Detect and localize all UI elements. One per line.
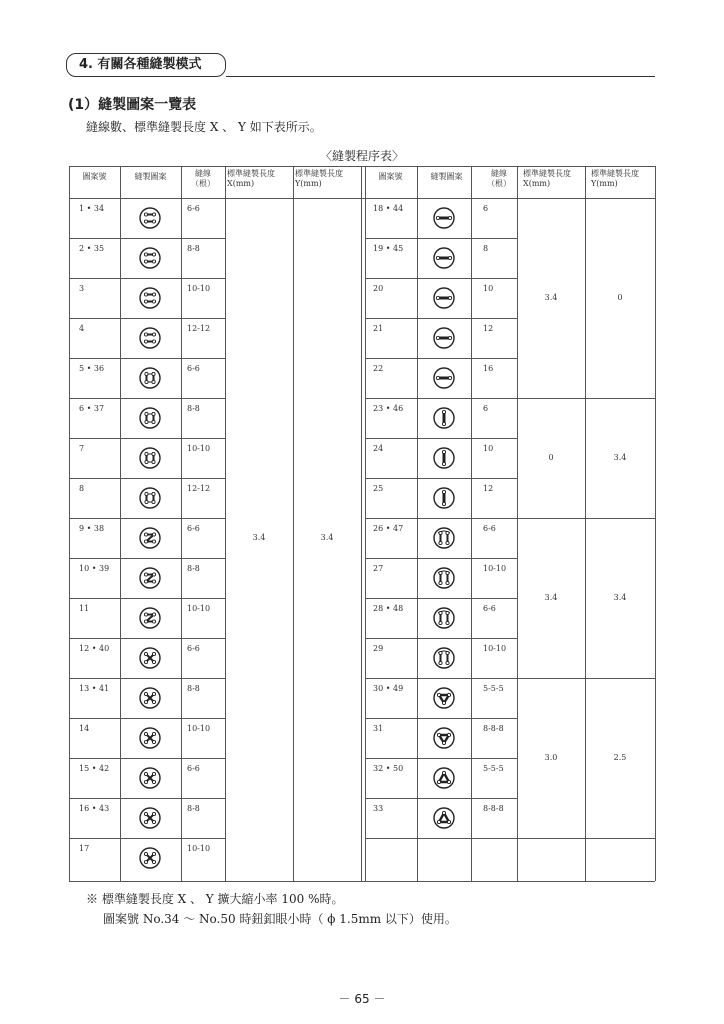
table-hline	[69, 166, 655, 167]
table-vline	[655, 166, 656, 881]
right-x-value: 3.0	[544, 753, 558, 762]
left-row-no: 4	[79, 324, 85, 333]
right-row-no: 20	[373, 284, 384, 293]
table-hline	[365, 758, 517, 759]
right-row-no: 28 • 48	[373, 604, 404, 613]
subsection-title: (1）縫製圖案一覽表	[68, 97, 197, 113]
two-hole-horizontal-icon	[433, 367, 455, 389]
left-row-no: 12 • 40	[79, 644, 110, 653]
right-x-value: 0	[548, 453, 554, 462]
left-row-threads: 8-8	[187, 564, 200, 573]
left-row-no: 16 • 43	[79, 804, 110, 813]
right-row-no: 24	[373, 444, 384, 453]
left-row-threads: 6-6	[187, 644, 200, 653]
right-row-no: 25	[373, 484, 384, 493]
left-header-y	[295, 169, 361, 189]
left-row-threads: 6-6	[187, 364, 200, 373]
four-hole-parallel-horizontal-icon	[139, 287, 161, 309]
right-row-threads: 8-8-8	[483, 804, 504, 813]
four-hole-cross-icon	[139, 647, 161, 669]
two-hole-horizontal-icon	[433, 207, 455, 229]
left-row-threads: 10-10	[187, 444, 211, 453]
left-row-no: 10 • 39	[79, 564, 110, 573]
right-x-value: 3.4	[544, 293, 558, 302]
left-row-threads: 8-8	[187, 684, 200, 693]
table-vline	[517, 166, 518, 881]
threads-header-line1: 縫線	[195, 169, 211, 178]
right-row-no: 31	[373, 724, 384, 733]
left-row-no: 2 • 35	[79, 244, 105, 253]
left-row-threads: 10-10	[187, 604, 211, 613]
right-header-pattern: 縫製圖案	[430, 172, 463, 181]
table-hline	[517, 518, 655, 519]
table-hline	[69, 678, 225, 679]
right-row-threads: 12	[483, 324, 494, 333]
x-header-line2: X(mm)	[227, 179, 255, 188]
table-hline	[69, 198, 655, 199]
table-hline	[69, 518, 225, 519]
left-y-value: 3.4	[320, 533, 334, 542]
table-hline	[365, 718, 517, 719]
table-hline	[365, 358, 517, 359]
y-header-line1: 標準縫製長度	[591, 169, 639, 178]
stitch-pattern-table	[69, 166, 655, 881]
right-x-value: 3.4	[544, 593, 558, 602]
right-row-threads: 8-8-8	[483, 724, 504, 733]
four-hole-parallel-vertical-icon	[139, 487, 161, 509]
four-hole-double-vertical-icon	[433, 607, 455, 629]
y-header-line1: 標準縫製長度	[295, 169, 343, 178]
table-hline	[365, 598, 517, 599]
right-y-value: 3.4	[613, 593, 627, 602]
four-hole-cross-icon	[139, 727, 161, 749]
table-vline	[181, 166, 182, 881]
right-y-value: 3.4	[613, 453, 627, 462]
four-hole-parallel-horizontal-icon	[139, 207, 161, 229]
right-header-x	[523, 169, 589, 189]
left-row-no: 9 • 38	[79, 524, 105, 533]
four-hole-parallel-horizontal-icon	[139, 327, 161, 349]
right-row-threads: 12	[483, 484, 494, 493]
threads-header-line2: （根）	[487, 179, 511, 188]
table-caption: 〈縫製程序表〉	[319, 149, 404, 163]
left-row-threads: 10-10	[187, 724, 211, 733]
left-row-threads: 12-12	[187, 324, 211, 333]
y-header-line2: Y(mm)	[591, 179, 618, 188]
left-row-threads: 12-12	[187, 484, 211, 493]
right-row-no: 32 • 50	[373, 764, 404, 773]
right-header-threads	[477, 169, 521, 189]
right-row-no: 29	[373, 644, 384, 653]
table-hline	[69, 238, 225, 239]
two-hole-vertical-icon	[433, 487, 455, 509]
table-hline	[365, 398, 517, 399]
two-hole-vertical-icon	[433, 447, 455, 469]
table-hline	[365, 558, 517, 559]
left-row-threads: 10-10	[187, 844, 211, 853]
two-hole-vertical-icon	[433, 407, 455, 429]
table-hline	[365, 838, 655, 839]
x-header-line1: 標準縫製長度	[523, 169, 571, 178]
table-hline	[69, 438, 225, 439]
right-header-no: 圖案號	[378, 172, 403, 181]
four-hole-double-vertical-icon	[433, 647, 455, 669]
four-hole-z-icon	[139, 607, 161, 629]
table-hline	[365, 238, 517, 239]
left-row-threads: 8-8	[187, 804, 200, 813]
table-hline	[365, 278, 517, 279]
table-hline	[365, 678, 517, 679]
right-y-value: 2.5	[613, 753, 627, 762]
y-header-line2: Y(mm)	[295, 179, 322, 188]
table-hline	[365, 318, 517, 319]
four-hole-double-vertical-icon	[433, 527, 455, 549]
left-x-value: 3.4	[252, 533, 266, 542]
right-row-threads: 10	[483, 284, 494, 293]
table-hline	[365, 518, 517, 519]
left-row-no: 7	[79, 444, 85, 453]
left-row-threads: 8-8	[187, 404, 200, 413]
left-row-no: 15 • 42	[79, 764, 110, 773]
left-row-no: 8	[79, 484, 85, 493]
table-vline	[293, 166, 294, 881]
page-number: － 65 －	[338, 992, 386, 1006]
right-row-no: 33	[373, 804, 384, 813]
right-row-threads: 6	[483, 204, 489, 213]
four-hole-cross-icon	[139, 807, 161, 829]
left-header-no: 圖案號	[82, 172, 107, 181]
left-row-no: 14	[79, 724, 90, 733]
left-row-threads: 8-8	[187, 244, 200, 253]
four-hole-cross-icon	[139, 687, 161, 709]
left-row-no: 13 • 41	[79, 684, 110, 693]
right-row-threads: 10	[483, 444, 494, 453]
two-hole-horizontal-icon	[433, 247, 455, 269]
table-hline	[69, 758, 225, 759]
x-header-line2: X(mm)	[523, 179, 551, 188]
left-row-no: 3	[79, 284, 85, 293]
four-hole-z-icon	[139, 567, 161, 589]
right-row-no: 26 • 47	[373, 524, 404, 533]
table-hline	[69, 718, 225, 719]
four-hole-cross-icon	[139, 847, 161, 869]
left-row-no: 17	[79, 844, 90, 853]
four-hole-parallel-vertical-icon	[139, 367, 161, 389]
three-hole-triangle-up-icon	[433, 807, 455, 829]
table-hline	[365, 638, 517, 639]
four-hole-double-vertical-icon	[433, 567, 455, 589]
right-row-threads: 6-6	[483, 524, 496, 533]
description: 縫線數、標準縫製長度 X 、 Y 如下表所示。	[86, 120, 322, 134]
table-vline	[69, 166, 70, 881]
left-header-threads	[181, 169, 225, 189]
right-y-value: 0	[617, 293, 623, 302]
four-hole-parallel-horizontal-icon	[139, 247, 161, 269]
table-hline	[365, 438, 517, 439]
right-row-no: 18 • 44	[373, 204, 404, 213]
four-hole-parallel-vertical-icon	[139, 407, 161, 429]
threads-header-line1: 縫線	[491, 169, 507, 178]
right-row-threads: 16	[483, 364, 494, 373]
right-row-no: 21	[373, 324, 384, 333]
table-vline	[225, 166, 226, 881]
two-hole-horizontal-icon	[433, 287, 455, 309]
table-hline	[69, 478, 225, 479]
table-hline	[69, 398, 225, 399]
four-hole-z-icon	[139, 527, 161, 549]
table-vline	[361, 166, 362, 881]
table-hline	[69, 358, 225, 359]
section-title: 4. 有關各種縫製模式	[66, 53, 226, 77]
left-row-no: 5 • 36	[79, 364, 105, 373]
table-hline	[69, 838, 225, 839]
three-hole-triangle-up-icon	[433, 767, 455, 789]
right-row-threads: 8	[483, 244, 489, 253]
left-row-no: 6 • 37	[79, 404, 105, 413]
note-line-1: ※ 標準縫製長度 X 、 Y 擴大縮小率 100 %時。	[86, 892, 344, 906]
threads-header-line2: （根）	[191, 179, 215, 188]
right-header-y	[591, 169, 657, 189]
right-row-no: 22	[373, 364, 384, 373]
right-row-no: 23 • 46	[373, 404, 404, 413]
left-row-no: 1 • 34	[79, 204, 105, 213]
table-vline	[417, 166, 418, 881]
table-hline	[69, 598, 225, 599]
right-row-threads: 6-6	[483, 604, 496, 613]
four-hole-parallel-vertical-icon	[139, 447, 161, 469]
right-row-no: 19 • 45	[373, 244, 404, 253]
table-vline	[471, 166, 472, 881]
right-row-threads: 10-10	[483, 644, 507, 653]
right-row-threads: 10-10	[483, 564, 507, 573]
left-row-threads: 6-6	[187, 764, 200, 773]
table-hline	[69, 558, 225, 559]
left-row-threads: 6-6	[187, 524, 200, 533]
table-hline	[365, 478, 517, 479]
right-row-threads: 5-5-5	[483, 764, 504, 773]
two-hole-horizontal-icon	[433, 327, 455, 349]
three-hole-triangle-down-icon	[433, 727, 455, 749]
four-hole-cross-icon	[139, 767, 161, 789]
right-row-threads: 6	[483, 404, 489, 413]
table-hline	[69, 278, 225, 279]
three-hole-triangle-down-icon	[433, 687, 455, 709]
left-header-pattern: 縫製圖案	[134, 172, 167, 181]
right-row-no: 30 • 49	[373, 684, 404, 693]
left-row-threads: 6-6	[187, 204, 200, 213]
right-row-no: 27	[373, 564, 384, 573]
x-header-line1: 標準縫製長度	[227, 169, 275, 178]
right-row-threads: 5-5-5	[483, 684, 504, 693]
table-hline	[517, 398, 655, 399]
table-hline	[69, 798, 225, 799]
table-hline	[69, 881, 655, 882]
left-row-threads: 10-10	[187, 284, 211, 293]
table-hline	[69, 318, 225, 319]
left-header-x	[227, 169, 293, 189]
table-hline	[69, 638, 225, 639]
table-vline	[585, 166, 586, 881]
table-vline	[365, 166, 366, 881]
note-line-2: 圖案號 No.34 ～ No.50 時鈕釦眼小時（ ϕ 1.5mm 以下）使用。	[103, 912, 457, 926]
left-row-no: 11	[79, 604, 90, 613]
table-vline	[120, 166, 121, 881]
table-hline	[517, 678, 655, 679]
section-rule	[226, 76, 655, 77]
table-hline	[365, 798, 517, 799]
